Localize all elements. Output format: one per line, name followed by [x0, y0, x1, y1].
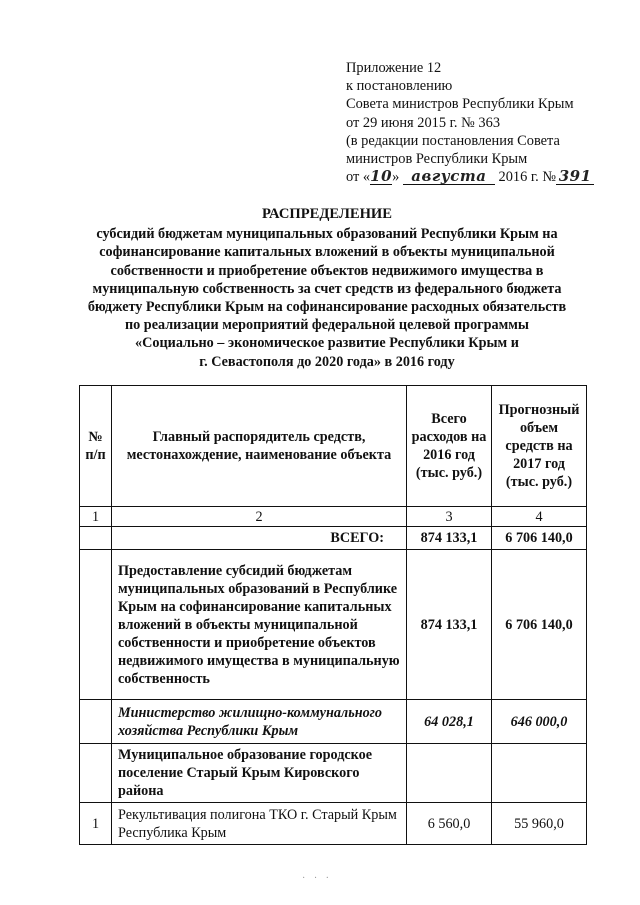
row-value-2016: 874 133,1 [407, 527, 492, 550]
appendix-line: от 29 июня 2015 г. № 363 [346, 114, 501, 131]
appendix-line: министров Республики Крым [346, 151, 528, 168]
header-forecast-2017: Прогнозный объем средств на 2017 год (тыс. руб.) [492, 386, 587, 507]
scan-mark: · · · [302, 873, 332, 884]
distribution-table [79, 385, 587, 845]
document-title [82, 205, 572, 371]
row-value-2016 [407, 744, 492, 803]
index-cell: 4 [492, 507, 587, 527]
row-value-2017: 6 706 140,0 [492, 527, 587, 550]
date-prefix: от « [346, 169, 371, 186]
row-number [80, 527, 112, 550]
title-line: бюджету Республики Крым на софинансирование расходных обязательств [87, 299, 567, 316]
title-heading: РАСПРЕДЕЛЕНИЕ [261, 206, 393, 222]
table-header-row [80, 386, 587, 507]
handwritten-number: 391 [556, 169, 594, 185]
date-year-suffix: 2016 г. № [498, 169, 557, 186]
header-number: № п/п [80, 386, 112, 507]
table-row-ministry [80, 700, 587, 744]
row-number [80, 744, 112, 803]
title-line: муниципальную собственность за счет средств из федерального бюджета [92, 280, 562, 297]
row-value-2016: 64 028,1 [407, 700, 492, 744]
appendix-line: к постановлению [346, 78, 453, 95]
handwritten-month: августа [403, 169, 495, 185]
row-name: Муниципальное образование городское поселение Старый Крым Кировского района [112, 744, 407, 803]
date-day-close: » [392, 169, 400, 186]
header-total-2016: Всего расходов на 2016 год (тыс. руб.) [407, 386, 492, 507]
header-recipient: Главный распорядитель средств, местонахождение, наименование объекта [112, 386, 407, 507]
row-value-2017: 6 706 140,0 [492, 550, 587, 700]
row-number: 1 [80, 803, 112, 845]
table-row-subsidies [80, 550, 587, 700]
table-row [80, 803, 587, 845]
index-cell: 2 [112, 507, 407, 527]
appendix-line: (в редакции постановления Совета [346, 132, 560, 149]
appendix-line: Совета министров Республики Крым [346, 96, 574, 113]
title-line: «Социально – экономическое развитие Республики Крым и [135, 335, 519, 352]
row-name: Предоставление субсидий бюджетам муниципальных образований в Республике Крым на софинансирование капитальных вложений в объекты муниципальной собственности и приобретение объектов недвижимого имущества в муниципальную собственность [112, 550, 407, 700]
row-number [80, 550, 112, 700]
index-cell: 3 [407, 507, 492, 527]
row-name: Рекультивация полигона ТКО г. Старый Крым Республика Крым [112, 803, 407, 845]
appendix-date-line [346, 168, 636, 186]
row-value-2016: 874 133,1 [407, 550, 492, 700]
row-value-2017: 646 000,0 [492, 700, 587, 744]
table-index-row [80, 507, 587, 527]
title-line: по реализации мероприятий федеральной целевой программы [124, 317, 529, 334]
title-line: г. Севастополя до 2020 года» в 2016 году [199, 353, 455, 370]
title-line: субсидий бюджетам муниципальных образований Республики Крым на [96, 226, 558, 243]
row-value-2017 [492, 744, 587, 803]
appendix-block [346, 59, 636, 186]
row-value-2017: 55 960,0 [492, 803, 587, 845]
title-line: собственности и приобретение объектов недвижимого имущества в [110, 262, 544, 279]
appendix-line: Приложение 12 [346, 60, 442, 76]
title-line: софинансирование капитальных вложений в объекты муниципальной [99, 244, 555, 261]
row-value-2016: 6 560,0 [407, 803, 492, 845]
table-row-total [80, 527, 587, 550]
row-name: Министерство жилищно-коммунального хозяйства Республики Крым [112, 700, 407, 744]
index-cell: 1 [80, 507, 112, 527]
handwritten-day: 10 [370, 167, 393, 186]
row-number [80, 700, 112, 744]
table-row-municipality [80, 744, 587, 803]
row-name: ВСЕГО: [112, 527, 407, 550]
